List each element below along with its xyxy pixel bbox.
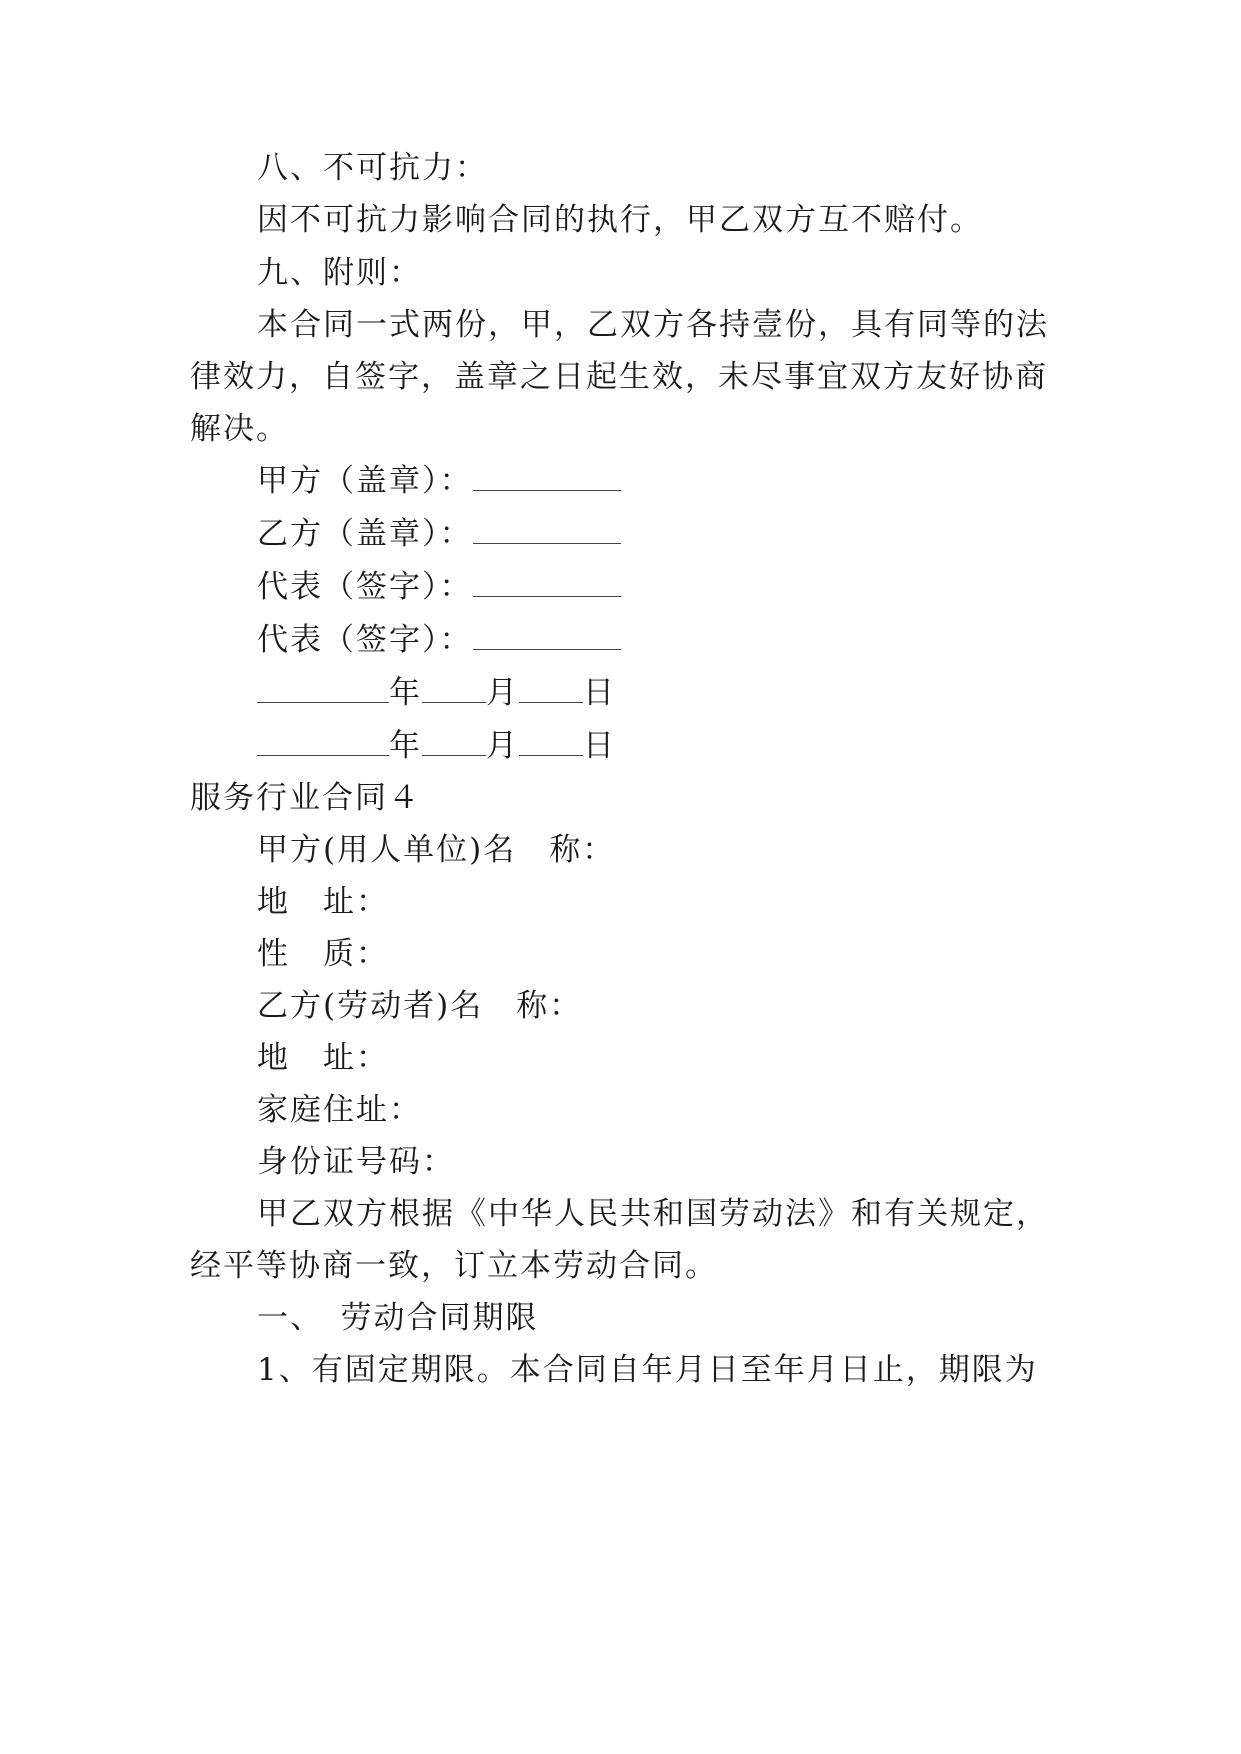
month-label: 月 [486,728,519,764]
signature-blank [473,515,621,544]
year-label: 年 [389,728,422,764]
year-label: 年 [389,675,422,711]
day-label: 日 [583,675,616,711]
field-employer-address [257,882,389,922]
field-label: 身份证号码： [257,1144,455,1180]
day-blank [519,727,583,756]
month-blank [422,674,486,703]
field-label: 家庭住址： [257,1092,422,1128]
heading-text: 八、不可抗力： [257,150,488,186]
signature-line-party-b-seal [257,514,621,554]
paragraph-text: 经平等协商一致，订立本劳动合同。 [190,1248,718,1284]
signature-blank [473,462,621,491]
paragraph-supplementary-line-3 [190,409,289,449]
date-line-2 [257,726,616,766]
paragraph-fixed-term [257,1350,1038,1390]
signature-line-representative-2 [257,620,621,660]
signature-label: 甲方（盖章）： [257,463,473,499]
paragraph-text: 甲乙双方根据《中华人民共和国劳动法》和有关规定， [257,1196,1049,1232]
section-heading-force-majeure [257,148,488,188]
contract-title [190,778,421,818]
year-blank [257,727,389,756]
signature-label: 代表（签字）： [257,622,473,658]
field-label: 地 址： [257,884,389,920]
section-heading-supplementary [257,253,422,293]
paragraph-text: 1、有固定期限。本合同自年月日至年月日止，期限为 [257,1352,1038,1388]
paragraph-preamble-line-2 [190,1246,718,1286]
paragraph-text: 因不可抗力影响合同的执行，甲乙双方互不赔付。 [257,202,983,238]
field-employer-name [257,830,615,870]
day-blank [519,674,583,703]
field-label: 性 质： [257,936,389,972]
paragraph-force-majeure [257,200,983,240]
paragraph-supplementary-line-1 [257,305,1049,345]
paragraph-preamble-line-1 [257,1194,1049,1234]
signature-label: 代表（签字）： [257,569,473,605]
paragraph-supplementary-line-2 [190,357,1048,397]
section-heading-contract-term [257,1298,539,1338]
field-employee-name [257,986,582,1026]
field-employee-address [257,1038,389,1078]
signature-line-representative-1 [257,567,621,607]
field-label: 甲方(用人单位)名 称： [257,832,616,868]
field-label: 地 址： [257,1040,389,1076]
paragraph-text: 解决。 [190,411,289,447]
field-label: 乙方(劳动者)名 称： [257,988,583,1024]
day-label: 日 [583,728,616,764]
paragraph-text: 律效力，自签字，盖章之日起生效，未尽事宜双方友好协商 [190,359,1048,395]
heading-text: 一、 劳动合同期限 [257,1300,539,1336]
heading-text: 九、附则： [257,255,422,291]
field-home-address [257,1090,422,1130]
field-id-number [257,1142,455,1182]
signature-label: 乙方（盖章）： [257,516,473,552]
signature-line-party-a-seal [257,461,621,501]
signature-blank [473,621,621,650]
field-employer-nature [257,934,389,974]
month-blank [422,727,486,756]
year-blank [257,674,389,703]
month-label: 月 [486,675,519,711]
signature-blank [473,568,621,597]
paragraph-text: 本合同一式两份，甲，乙双方各持壹份，具有同等的法 [257,307,1049,343]
title-text: 服务行业合同４ [190,780,421,816]
date-line-1 [257,673,616,713]
